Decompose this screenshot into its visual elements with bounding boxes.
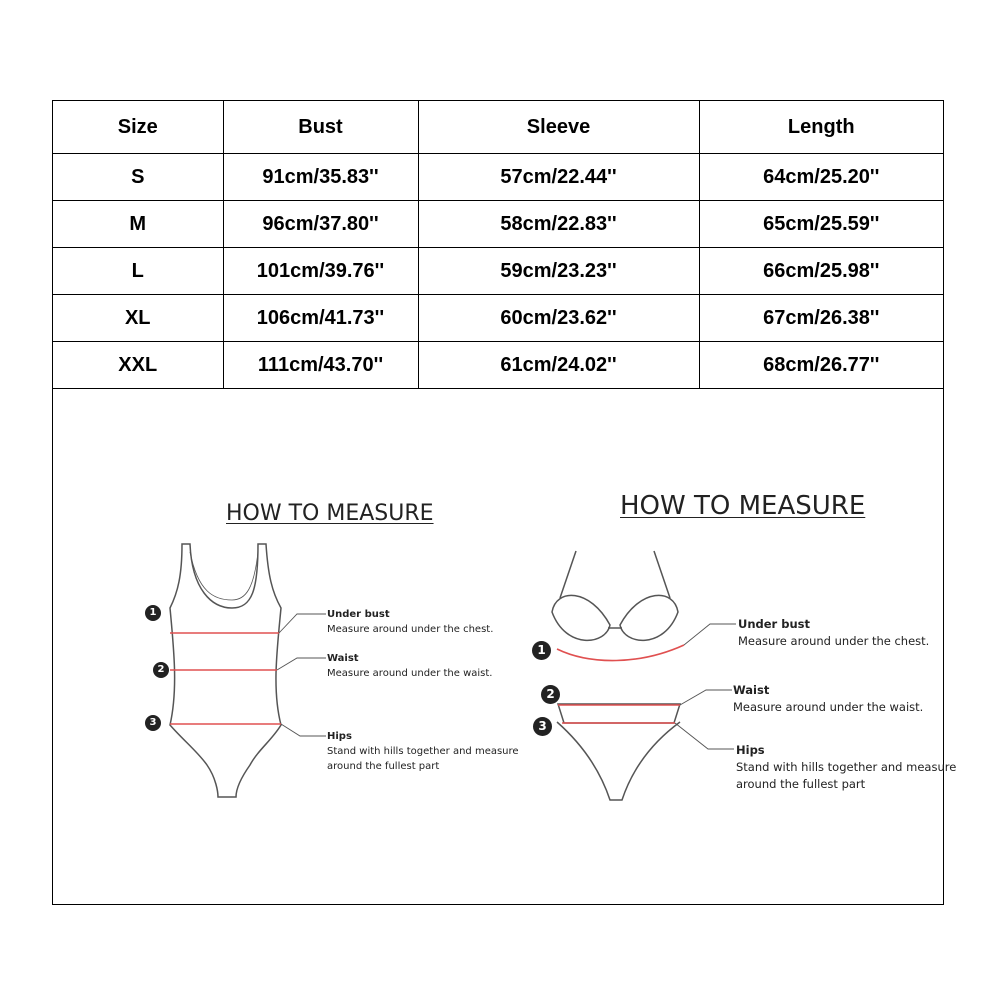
label-name: Hips: [327, 731, 352, 742]
right-guide-title: HOW TO MEASURE: [620, 491, 866, 521]
label-desc: Measure around under the chest.: [738, 634, 930, 648]
sleeve-cell: 59cm/23.23'': [418, 248, 699, 295]
right-marker-2: 2: [541, 685, 560, 704]
swimsuit-leader-lines: [277, 614, 326, 736]
header-bust: Bust: [223, 101, 418, 154]
label-desc: Stand with hills together and measure: [736, 760, 957, 774]
header-length: Length: [699, 101, 943, 154]
label-name: Under bust: [738, 617, 810, 631]
sleeve-cell: 58cm/22.83'': [418, 201, 699, 248]
label-name: Hips: [736, 743, 765, 757]
size-cell: M: [53, 201, 223, 248]
left-marker-3: 3: [145, 715, 161, 731]
right-marker-3: 3: [533, 717, 552, 736]
right-label-under-bust: [738, 616, 929, 650]
left-marker-1: 1: [145, 605, 161, 621]
label-desc: Measure around under the waist.: [327, 668, 493, 679]
left-label-waist: [327, 651, 492, 681]
length-cell: 64cm/25.20'': [699, 154, 943, 201]
size-cell: XXL: [53, 342, 223, 389]
label-desc: around the fullest part: [736, 777, 866, 791]
sleeve-cell: 61cm/24.02'': [418, 342, 699, 389]
bikini-outline: [552, 551, 680, 800]
right-label-hips: [736, 742, 956, 793]
label-name: Under bust: [327, 609, 390, 620]
bikini-measure-lines: [557, 645, 684, 723]
bust-cell: 96cm/37.80'': [223, 201, 418, 248]
length-cell: 65cm/25.59'': [699, 201, 943, 248]
sleeve-cell: 57cm/22.44'': [418, 154, 699, 201]
right-marker-1: 1: [532, 641, 551, 660]
label-desc: around the fullest part: [327, 761, 440, 772]
size-cell: S: [53, 154, 223, 201]
label-desc: Measure around under the chest.: [327, 624, 494, 635]
label-name: Waist: [733, 683, 770, 697]
label-desc: Measure around under the waist.: [733, 700, 924, 714]
label-name: Waist: [327, 653, 359, 664]
bikini-leader-lines: [675, 624, 736, 749]
swimsuit-measure-lines: [170, 633, 281, 724]
left-guide-title: HOW TO MEASURE: [226, 501, 434, 526]
sleeve-cell: 60cm/23.62'': [418, 295, 699, 342]
length-cell: 68cm/26.77'': [699, 342, 943, 389]
header-size: Size: [53, 101, 223, 154]
left-label-hips: [327, 729, 519, 774]
left-label-under-bust: [327, 607, 493, 637]
size-cell: L: [53, 248, 223, 295]
left-marker-2: 2: [153, 662, 169, 678]
header-sleeve: Sleeve: [418, 101, 699, 154]
size-cell: XL: [53, 295, 223, 342]
length-cell: 67cm/26.38'': [699, 295, 943, 342]
bust-cell: 111cm/43.70'': [223, 342, 418, 389]
bust-cell: 91cm/35.83'': [223, 154, 418, 201]
bust-cell: 101cm/39.76'': [223, 248, 418, 295]
label-desc: Stand with hills together and measure: [327, 746, 519, 757]
length-cell: 66cm/25.98'': [699, 248, 943, 295]
bust-cell: 106cm/41.73'': [223, 295, 418, 342]
right-label-waist: [733, 682, 923, 716]
